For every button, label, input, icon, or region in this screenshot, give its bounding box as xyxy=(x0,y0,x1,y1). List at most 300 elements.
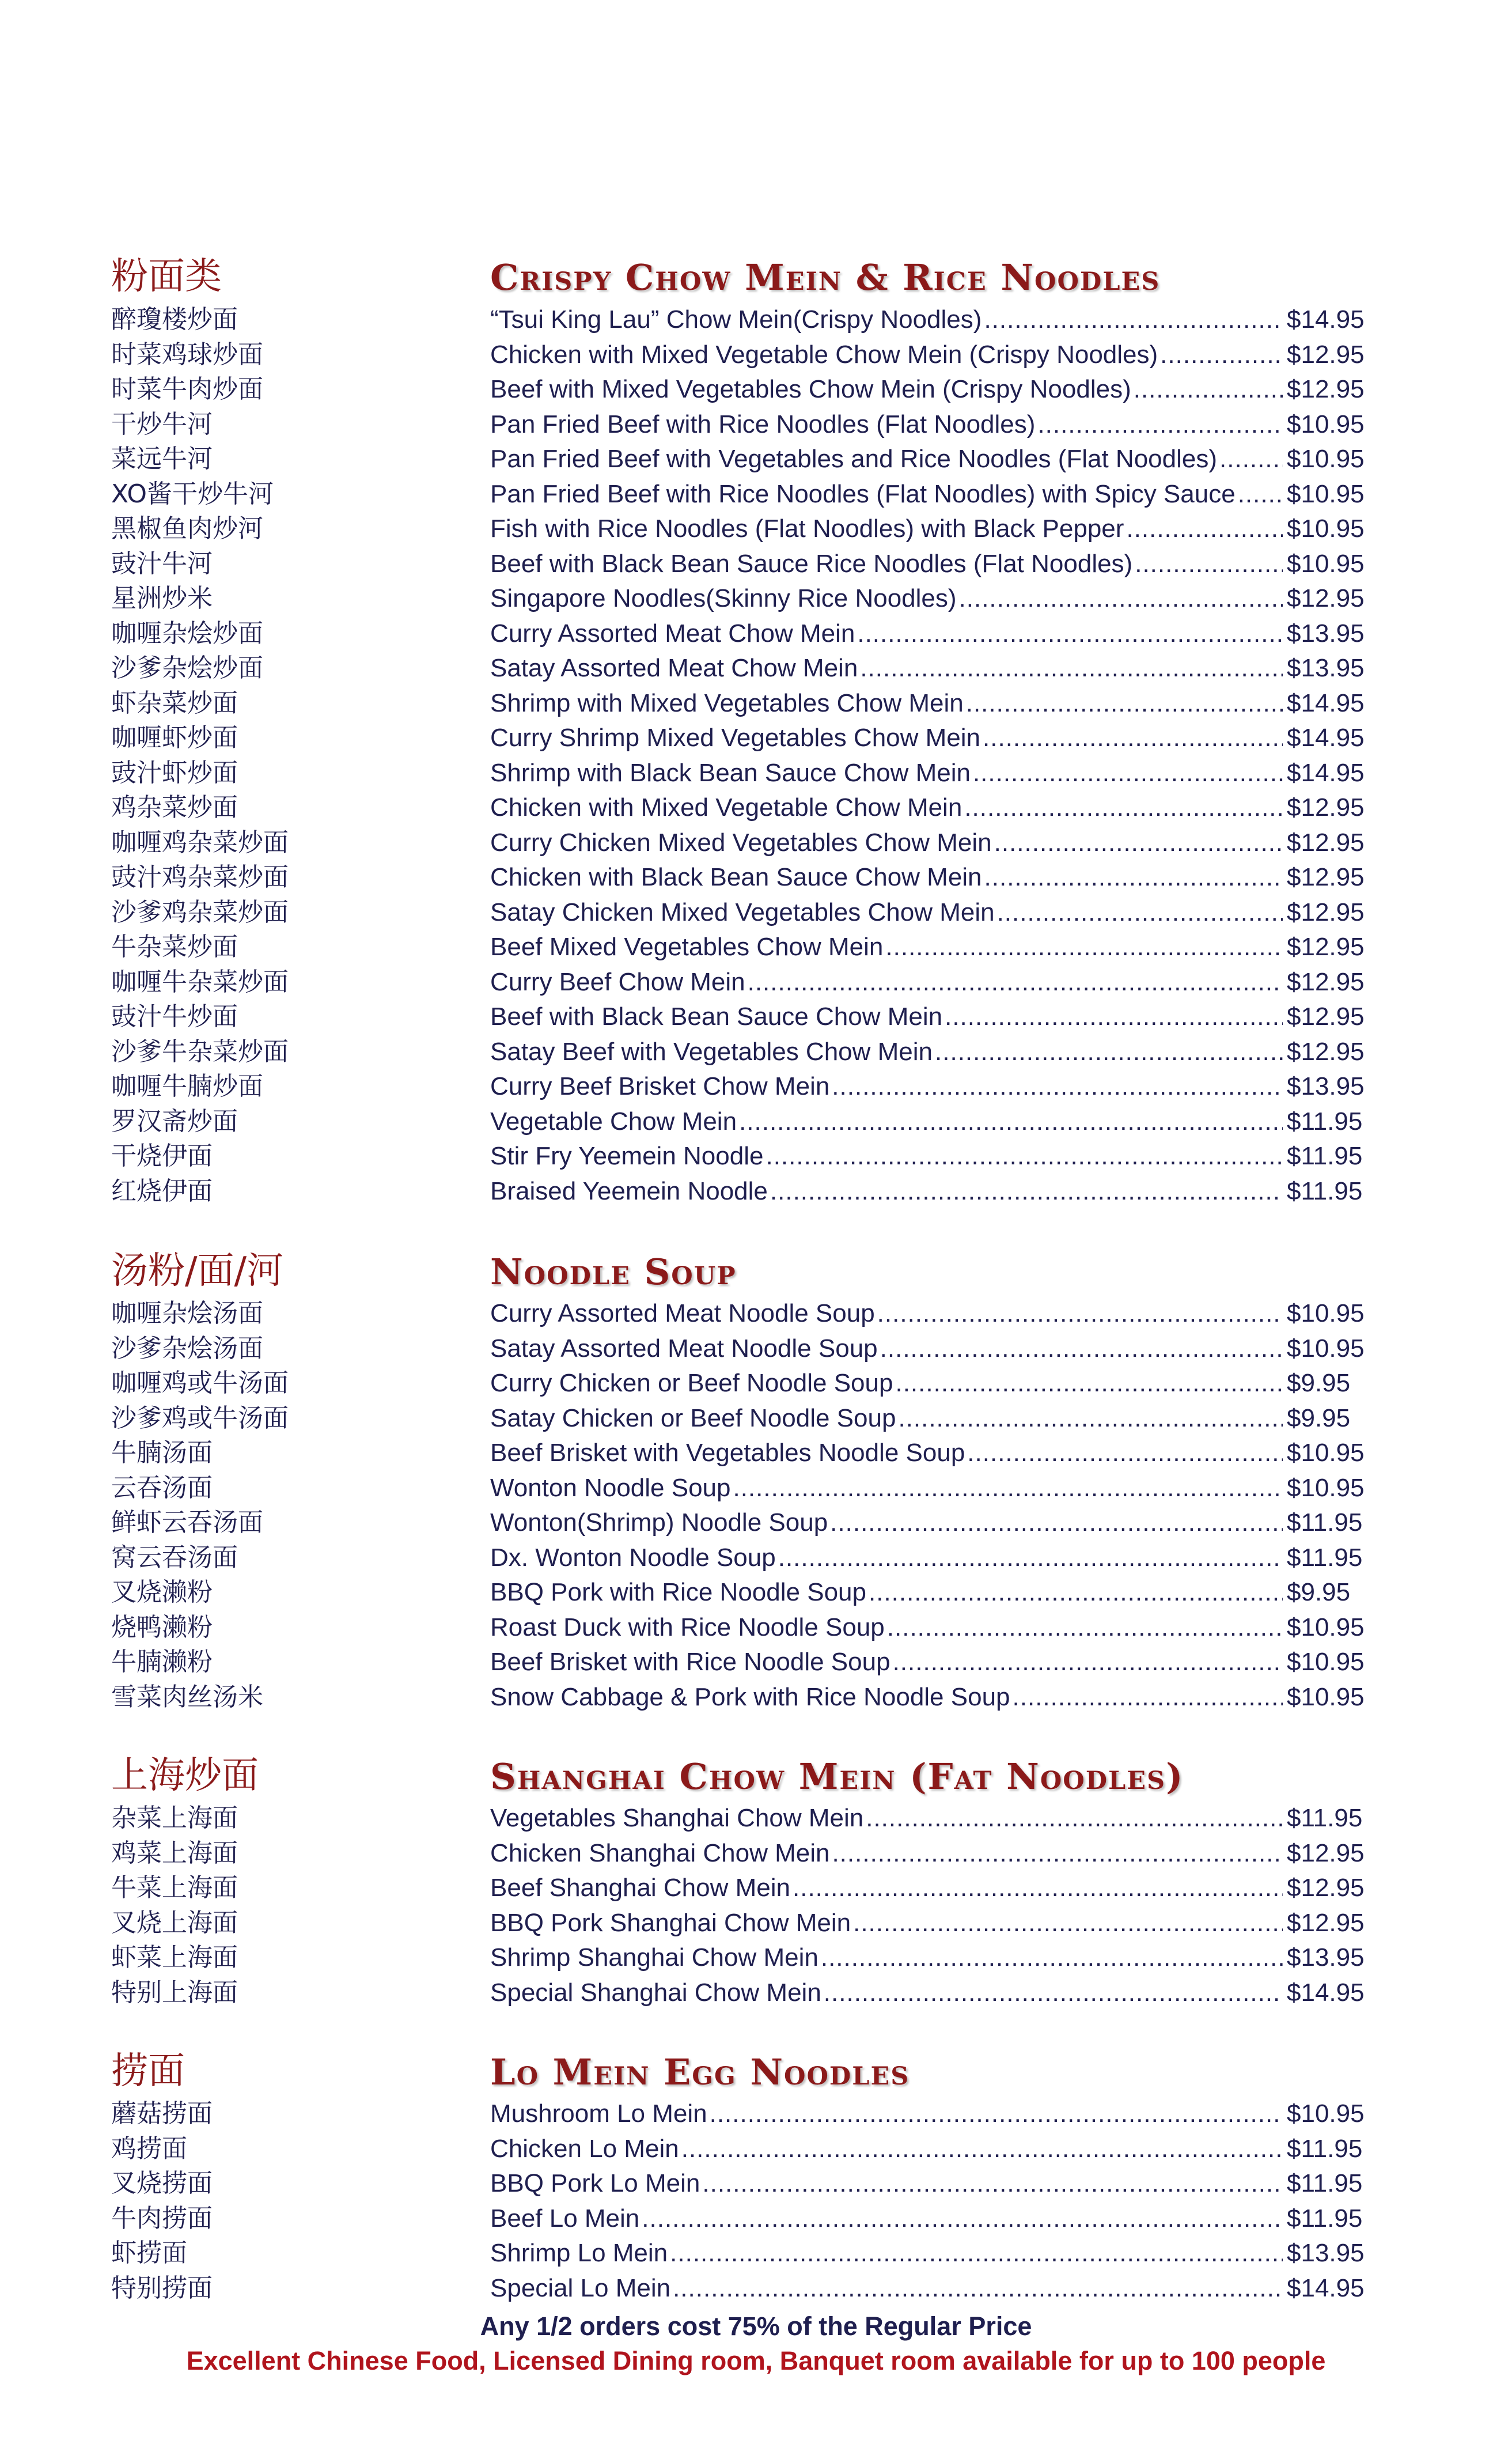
item-name-en: Beef Brisket with Rice Noodle Soup xyxy=(490,1648,890,1676)
item-name-en: Braised Yeemein Noodle xyxy=(490,1176,768,1205)
item-name-en-wrap xyxy=(490,1401,1285,1436)
item-name-cn: 鲜虾云吞汤面 xyxy=(111,1508,263,1537)
dot-leader xyxy=(885,930,1283,964)
item-name-cn: 叉烧濑粉 xyxy=(111,1577,213,1607)
item-name-en-wrap xyxy=(490,1906,1285,1940)
half-order-note: Any 1/2 orders cost 75% of the Regular Price xyxy=(480,2311,1032,2341)
item-name-cn: 雪菜肉丝汤米 xyxy=(111,1682,263,1712)
item-name-cn: 叉烧上海面 xyxy=(111,1908,238,1938)
item-name-cn: 咖喱杂烩汤面 xyxy=(111,1299,263,1328)
item-price: $10.95 xyxy=(1287,1648,1365,1676)
dot-leader xyxy=(994,826,1283,860)
menu-item-row xyxy=(0,1436,1512,1471)
dot-leader xyxy=(770,1174,1283,1209)
menu-item-row xyxy=(0,1401,1512,1436)
item-name-en: Vegetables Shanghai Chow Mein xyxy=(490,1804,864,1832)
item-name-cn: 窝云吞汤面 xyxy=(111,1542,238,1572)
menu-item-row xyxy=(0,1871,1512,1906)
item-name-cn: 鸡捞面 xyxy=(111,2133,187,2163)
item-name-cn: 红烧伊面 xyxy=(111,1176,213,1206)
item-price: $12.95 xyxy=(1287,793,1365,822)
menu-item-row xyxy=(0,2132,1512,2167)
item-name-cn: 牛杂菜炒面 xyxy=(111,932,238,962)
item-price: $11.95 xyxy=(1287,1543,1363,1572)
item-name-cn: 醉瓊楼炒面 xyxy=(111,305,238,334)
item-name-en: Chicken with Black Bean Sauce Chow Mein xyxy=(490,863,982,891)
dot-leader xyxy=(893,1645,1283,1679)
item-name-en: Wonton(Shrimp) Noodle Soup xyxy=(490,1508,828,1537)
item-name-en: BBQ Pork Shanghai Chow Mein xyxy=(490,1908,851,1937)
item-price: $12.95 xyxy=(1287,933,1365,961)
menu-item-row xyxy=(0,302,1512,338)
menu-item-row xyxy=(0,1296,1512,1331)
item-price: $10.95 xyxy=(1287,445,1365,473)
menu-item-row xyxy=(0,1331,1512,1367)
item-name-en-wrap xyxy=(490,1575,1285,1610)
dot-leader xyxy=(642,2201,1283,2236)
item-name-en: Curry Beef Brisket Chow Mein xyxy=(490,1072,830,1100)
item-name-en-wrap xyxy=(490,2236,1285,2271)
dot-leader xyxy=(966,686,1283,721)
menu-item-row xyxy=(0,895,1512,930)
item-name-en: Beef Lo Mein xyxy=(490,2204,640,2233)
dot-leader xyxy=(739,1104,1283,1139)
dot-leader xyxy=(860,651,1283,686)
menu-item-row xyxy=(0,2236,1512,2271)
item-name-en-wrap xyxy=(490,1139,1285,1174)
item-name-en-wrap xyxy=(490,1976,1285,2010)
item-price: $12.95 xyxy=(1287,967,1365,996)
item-name-en-wrap xyxy=(490,1541,1285,1575)
item-name-cn: 黑椒鱼肉炒河 xyxy=(111,514,263,543)
item-name-cn: 云吞汤面 xyxy=(111,1473,213,1503)
item-name-en-wrap xyxy=(490,1505,1285,1540)
item-name-cn: 菜远牛河 xyxy=(111,444,213,474)
item-price: $10.95 xyxy=(1287,410,1365,438)
menu-list xyxy=(0,1296,1512,1715)
dot-leader xyxy=(1219,442,1283,476)
item-name-cn: 烧鸭濑粉 xyxy=(111,1612,213,1642)
item-name-en-wrap xyxy=(490,2271,1285,2306)
item-name-cn: 鸡杂菜炒面 xyxy=(111,793,238,822)
menu-item-row xyxy=(0,1000,1512,1035)
item-name-cn: 星洲炒米 xyxy=(111,584,213,613)
item-name-cn: 牛菜上海面 xyxy=(111,1873,238,1902)
menu-item-row xyxy=(0,965,1512,1000)
item-name-en-wrap xyxy=(490,302,1285,337)
item-name-cn: 叉烧捞面 xyxy=(111,2169,213,2198)
item-price: $14.95 xyxy=(1287,758,1365,787)
menu-item-row xyxy=(0,826,1512,861)
item-name-en: Vegetable Chow Mein xyxy=(490,1107,737,1136)
dot-leader xyxy=(793,1871,1283,1905)
menu-item-row xyxy=(0,930,1512,965)
dot-leader xyxy=(748,965,1283,1000)
item-price: $10.95 xyxy=(1287,549,1365,578)
menu-item-row xyxy=(0,1836,1512,1871)
item-name-en-wrap xyxy=(490,1610,1285,1645)
item-name-en: Roast Duck with Rice Noodle Soup xyxy=(490,1613,885,1641)
item-price: $10.95 xyxy=(1287,1613,1365,1641)
item-price: $12.95 xyxy=(1287,584,1365,612)
menu-item-row xyxy=(0,1645,1512,1680)
item-price: $10.95 xyxy=(1287,514,1365,543)
dot-leader xyxy=(1135,547,1283,581)
item-name-en-wrap xyxy=(490,1471,1285,1505)
item-name-en-wrap xyxy=(490,721,1285,755)
item-name-cn: 咖喱杂烩炒面 xyxy=(111,618,263,648)
item-name-en: Stir Fry Yeemein Noodle xyxy=(490,1142,764,1170)
item-price: $14.95 xyxy=(1287,2273,1365,2302)
item-price: $10.95 xyxy=(1287,479,1365,508)
item-name-en: Satay Beef with Vegetables Chow Mein xyxy=(490,1037,933,1066)
item-name-cn: 豉汁虾炒面 xyxy=(111,758,238,788)
menu-list xyxy=(0,2097,1512,2306)
menu-item-row xyxy=(0,1139,1512,1174)
menu-item-row xyxy=(0,512,1512,547)
item-name-cn: 罗汉斋炒面 xyxy=(111,1106,238,1136)
item-name-en: Satay Chicken or Beef Noodle Soup xyxy=(490,1403,896,1432)
item-price: $11.95 xyxy=(1287,1142,1363,1170)
item-name-cn: 咖喱鸡或牛汤面 xyxy=(111,1368,289,1398)
item-name-cn: 虾菜上海面 xyxy=(111,1943,238,1972)
item-name-en: Satay Chicken Mixed Vegetables Chow Mein xyxy=(490,898,995,926)
menu-item-row xyxy=(0,1505,1512,1541)
item-price: $12.95 xyxy=(1287,340,1365,369)
dot-leader xyxy=(880,1331,1283,1366)
menu-item-row xyxy=(0,1906,1512,1941)
dot-leader xyxy=(832,1069,1283,1104)
item-price: $13.95 xyxy=(1287,619,1365,648)
item-name-en-wrap xyxy=(490,790,1285,825)
item-name-en-wrap xyxy=(490,2132,1285,2166)
item-name-en: Pan Fried Beef with Rice Noodles (Flat Noodles) xyxy=(490,410,1036,438)
item-name-cn: 蘑菇捞面 xyxy=(111,2099,213,2128)
item-price: $13.95 xyxy=(1287,2239,1365,2267)
item-name-en-wrap xyxy=(490,965,1285,1000)
item-price: $12.95 xyxy=(1287,1874,1365,1902)
menu-item-row xyxy=(0,651,1512,686)
item-name-en-wrap xyxy=(490,686,1285,721)
item-name-en: Chicken with Mixed Vegetable Chow Mein (Crispy Noodles) xyxy=(490,340,1158,369)
section-title-cn: 粉面类 xyxy=(111,255,222,298)
item-name-en-wrap xyxy=(490,616,1285,651)
item-name-en: Curry Shrimp Mixed Vegetables Chow Mein xyxy=(490,724,981,752)
dot-leader xyxy=(973,756,1283,790)
item-price: $14.95 xyxy=(1287,688,1365,717)
item-name-en: BBQ Pork with Rice Noodle Soup xyxy=(490,1578,866,1606)
menu-item-row xyxy=(0,338,1512,373)
item-price: $10.95 xyxy=(1287,1334,1365,1363)
dot-leader xyxy=(1013,1680,1283,1715)
item-name-cn: 干烧伊面 xyxy=(111,1141,213,1171)
item-name-cn: 咖喱鸡杂菜炒面 xyxy=(111,827,289,857)
item-name-en: Dx. Wonton Noodle Soup xyxy=(490,1543,776,1572)
menu-item-row xyxy=(0,1976,1512,2011)
menu-item-row xyxy=(0,1541,1512,1576)
item-price: $11.95 xyxy=(1287,2134,1363,2163)
menu-item-row xyxy=(0,756,1512,791)
dot-leader xyxy=(964,790,1283,825)
item-price: $12.95 xyxy=(1287,1002,1365,1031)
item-name-en: Chicken with Mixed Vegetable Chow Mein xyxy=(490,793,962,822)
dot-leader xyxy=(673,2271,1283,2306)
item-name-en-wrap xyxy=(490,895,1285,930)
item-price: $9.95 xyxy=(1287,1369,1351,1397)
item-price: $11.95 xyxy=(1287,1508,1363,1537)
item-name-en: Satay Assorted Meat Chow Mein xyxy=(490,654,858,682)
dot-leader xyxy=(733,1471,1283,1505)
item-name-en-wrap xyxy=(490,512,1285,546)
item-name-cn: 沙爹鸡或牛汤面 xyxy=(111,1403,289,1433)
item-price: $10.95 xyxy=(1287,1682,1365,1711)
dot-leader xyxy=(1134,372,1283,407)
item-name-en: “Tsui King Lau” Chow Mein(Crispy Noodles) xyxy=(490,305,982,334)
item-price: $11.95 xyxy=(1287,2204,1363,2233)
menu-item-row xyxy=(0,477,1512,512)
item-name-cn: 咖喱虾炒面 xyxy=(111,723,238,752)
item-price: $13.95 xyxy=(1287,1943,1365,1972)
item-name-en: Beef Mixed Vegetables Chow Mein xyxy=(490,933,884,961)
item-name-en-wrap xyxy=(490,826,1285,860)
menu-item-row xyxy=(0,581,1512,616)
item-name-cn: 沙爹杂烩汤面 xyxy=(111,1333,263,1363)
item-name-en: Beef Brisket with Vegetables Noodle Soup xyxy=(490,1439,965,1467)
dot-leader xyxy=(1160,338,1283,372)
item-name-en-wrap xyxy=(490,1296,1285,1331)
item-name-en: Shrimp Lo Mein xyxy=(490,2239,668,2267)
section-title-en: Noodle Soup xyxy=(490,1251,737,1293)
menu-item-row xyxy=(0,1035,1512,1070)
item-name-en: Chicken Shanghai Chow Mein xyxy=(490,1838,830,1867)
dot-leader xyxy=(866,1801,1283,1836)
section-title-cn: 捞面 xyxy=(111,2050,185,2093)
menu-item-row xyxy=(0,790,1512,826)
item-name-en: Chicken Lo Mein xyxy=(490,2134,679,2163)
section-title-en: Lo Mein Egg Noodles xyxy=(490,2051,910,2093)
dot-leader xyxy=(853,1906,1283,1940)
item-name-cn: 咖喱牛杂菜炒面 xyxy=(111,967,289,997)
item-name-en-wrap xyxy=(490,547,1285,581)
dot-leader xyxy=(898,1401,1283,1436)
item-name-cn: 虾捞面 xyxy=(111,2238,187,2268)
item-name-en-wrap xyxy=(490,442,1285,476)
item-name-en: Curry Assorted Meat Noodle Soup xyxy=(490,1299,875,1327)
item-name-cn: 咖喱牛腩炒面 xyxy=(111,1072,263,1101)
item-name-en-wrap xyxy=(490,372,1285,407)
restaurant-tagline: Excellent Chinese Food, Licensed Dining room, Banquet room available for up to 100 people xyxy=(186,2346,1326,2375)
menu-item-row xyxy=(0,1801,1512,1836)
dot-leader xyxy=(984,302,1283,337)
dot-leader xyxy=(681,2132,1283,2166)
item-price: $13.95 xyxy=(1287,654,1365,682)
item-name-en-wrap xyxy=(490,1871,1285,1905)
dot-leader xyxy=(832,1836,1283,1871)
item-name-en: Satay Assorted Meat Noodle Soup xyxy=(490,1334,878,1363)
item-name-en-wrap xyxy=(490,860,1285,895)
item-name-cn: 豉汁牛河 xyxy=(111,548,213,578)
item-name-cn: 牛腩汤面 xyxy=(111,1438,213,1467)
item-name-cn: 鸡菜上海面 xyxy=(111,1838,238,1868)
menu-item-row xyxy=(0,721,1512,756)
dot-leader xyxy=(857,616,1283,651)
section-title-cn: 上海炒面 xyxy=(111,1754,259,1797)
item-name-en-wrap xyxy=(490,2166,1285,2201)
dot-leader xyxy=(983,721,1283,755)
item-name-en: Pan Fried Beef with Vegetables and Rice Noodles (Flat Noodles) xyxy=(490,445,1218,473)
dot-leader xyxy=(778,1541,1283,1575)
menu-item-row xyxy=(0,1174,1512,1209)
item-name-en: Singapore Noodles(Skinny Rice Noodles) xyxy=(490,584,957,612)
item-price: $10.95 xyxy=(1287,1473,1365,1502)
item-price: $12.95 xyxy=(1287,1037,1365,1066)
item-name-en: Wonton Noodle Soup xyxy=(490,1473,731,1502)
item-name-cn: 特别捞面 xyxy=(111,2273,213,2303)
dot-leader xyxy=(710,2097,1283,2131)
item-name-en-wrap xyxy=(490,756,1285,790)
menu-item-row xyxy=(0,616,1512,652)
menu-item-row xyxy=(0,1680,1512,1715)
menu-item-row xyxy=(0,1069,1512,1104)
item-name-cn: 牛肉捞面 xyxy=(111,2203,213,2233)
menu-item-row xyxy=(0,2166,1512,2201)
menu-item-row xyxy=(0,2201,1512,2237)
item-name-en-wrap xyxy=(490,581,1285,616)
menu-list xyxy=(0,1801,1512,2010)
menu-item-row xyxy=(0,686,1512,721)
item-price: $13.95 xyxy=(1287,1072,1365,1100)
item-price: $12.95 xyxy=(1287,375,1365,403)
item-name-cn: 豉汁鸡杂菜炒面 xyxy=(111,862,289,892)
item-price: $12.95 xyxy=(1287,863,1365,891)
dot-leader xyxy=(821,1940,1283,1975)
item-name-en: Snow Cabbage & Pork with Rice Noodle Soup xyxy=(490,1682,1010,1711)
dot-leader xyxy=(887,1610,1283,1645)
item-name-en-wrap xyxy=(490,1104,1285,1139)
menu-item-row xyxy=(0,547,1512,582)
dot-leader xyxy=(1126,512,1283,546)
item-name-en: BBQ Pork Lo Mein xyxy=(490,2169,700,2197)
item-price: $14.95 xyxy=(1287,724,1365,752)
item-name-en-wrap xyxy=(490,338,1285,372)
menu-list xyxy=(0,302,1512,1209)
menu-item-row xyxy=(0,1610,1512,1645)
section-title-en: Shanghai Chow Mein (Fat Noodles) xyxy=(490,1755,1184,1798)
item-name-en-wrap xyxy=(490,1069,1285,1104)
menu-item-row xyxy=(0,2271,1512,2306)
menu-item-row xyxy=(0,1471,1512,1506)
item-name-en: Beef Shanghai Chow Mein xyxy=(490,1874,790,1902)
dot-leader xyxy=(670,2236,1283,2271)
item-name-en: Curry Chicken or Beef Noodle Soup xyxy=(490,1369,893,1397)
dot-leader xyxy=(984,860,1283,895)
menu-item-row xyxy=(0,1104,1512,1140)
item-price: $14.95 xyxy=(1287,305,1365,334)
item-name-en-wrap xyxy=(490,407,1285,442)
item-name-cn: 特别上海面 xyxy=(111,1977,238,2007)
item-price: $11.95 xyxy=(1287,1176,1363,1205)
section-title-en: Crispy Chow Mein & Rice Noodles xyxy=(490,256,1161,298)
item-name-en: Curry Chicken Mixed Vegetables Chow Mein xyxy=(490,828,992,857)
item-name-cn: 牛腩濑粉 xyxy=(111,1647,213,1677)
dot-leader xyxy=(869,1575,1283,1610)
menu-item-row xyxy=(0,2097,1512,2132)
item-name-en-wrap xyxy=(490,2097,1285,2131)
item-name-en: Curry Beef Chow Mein xyxy=(490,967,745,996)
item-name-cn: 时菜鸡球炒面 xyxy=(111,339,263,369)
item-name-en: Beef with Black Bean Sauce Chow Mein xyxy=(490,1002,943,1031)
item-name-cn: 干炒牛河 xyxy=(111,409,213,439)
item-name-cn: 沙爹牛杂菜炒面 xyxy=(111,1036,289,1066)
menu-item-row xyxy=(0,1366,1512,1401)
item-name-en: Curry Assorted Meat Chow Mein xyxy=(490,619,855,648)
menu-item-row xyxy=(0,1575,1512,1610)
dot-leader xyxy=(766,1139,1283,1174)
item-name-en-wrap xyxy=(490,1940,1285,1975)
menu-item-row xyxy=(0,1940,1512,1976)
dot-leader xyxy=(830,1505,1283,1540)
item-price: $9.95 xyxy=(1287,1403,1351,1432)
item-name-en: Beef with Black Bean Sauce Rice Noodles (Flat Noodles) xyxy=(490,549,1133,578)
menu-item-row xyxy=(0,442,1512,477)
dot-leader xyxy=(967,1436,1283,1470)
item-price: $14.95 xyxy=(1287,1978,1365,2007)
item-name-cn: 沙爹鸡杂菜炒面 xyxy=(111,897,289,927)
item-name-en: Beef with Mixed Vegetables Chow Mein (Crispy Noodles) xyxy=(490,375,1131,403)
item-price: $9.95 xyxy=(1287,1578,1351,1606)
item-name-en-wrap xyxy=(490,1366,1285,1401)
item-price: $11.95 xyxy=(1287,2169,1363,2197)
dot-leader xyxy=(945,1000,1283,1034)
item-price: $10.95 xyxy=(1287,1439,1365,1467)
item-name-en-wrap xyxy=(490,1000,1285,1034)
item-name-cn: 沙爹杂烩炒面 xyxy=(111,653,263,683)
item-name-cn: XO酱干炒牛河 xyxy=(111,479,274,509)
item-price: $12.95 xyxy=(1287,828,1365,857)
item-price: $10.95 xyxy=(1287,1299,1365,1327)
item-name-cn: 杂菜上海面 xyxy=(111,1803,238,1833)
item-name-en-wrap xyxy=(490,1035,1285,1069)
item-name-en-wrap xyxy=(490,1174,1285,1209)
item-price: $12.95 xyxy=(1287,1838,1365,1867)
dot-leader xyxy=(997,895,1283,930)
item-name-en-wrap xyxy=(490,2201,1285,2236)
section-title-cn: 汤粉/面/河 xyxy=(111,1250,284,1292)
item-name-en-wrap xyxy=(490,651,1285,686)
item-price: $10.95 xyxy=(1287,2099,1365,2128)
dot-leader xyxy=(1037,407,1283,442)
dot-leader xyxy=(824,1976,1283,2010)
item-price: $12.95 xyxy=(1287,1908,1365,1937)
item-name-en: Pan Fried Beef with Rice Noodles (Flat Noodles) with Spicy Sauce xyxy=(490,479,1236,508)
item-name-en: Shrimp Shanghai Chow Mein xyxy=(490,1943,818,1972)
dot-leader xyxy=(895,1366,1283,1401)
item-name-en-wrap xyxy=(490,1331,1285,1366)
item-name-en: Fish with Rice Noodles (Flat Noodles) with Black Pepper xyxy=(490,514,1124,543)
item-name-en: Mushroom Lo Mein xyxy=(490,2099,707,2128)
dot-leader xyxy=(959,581,1283,616)
dot-leader xyxy=(935,1035,1283,1069)
item-name-en-wrap xyxy=(490,1436,1285,1470)
menu-item-row xyxy=(0,407,1512,442)
menu-item-row xyxy=(0,860,1512,895)
dot-leader xyxy=(877,1296,1283,1331)
item-name-en: Shrimp with Mixed Vegetables Chow Mein xyxy=(490,688,964,717)
item-name-en: Special Shanghai Chow Mein xyxy=(490,1978,821,2007)
item-name-cn: 虾杂菜炒面 xyxy=(111,688,238,718)
menu-item-row xyxy=(0,372,1512,407)
item-name-en-wrap xyxy=(490,477,1285,512)
